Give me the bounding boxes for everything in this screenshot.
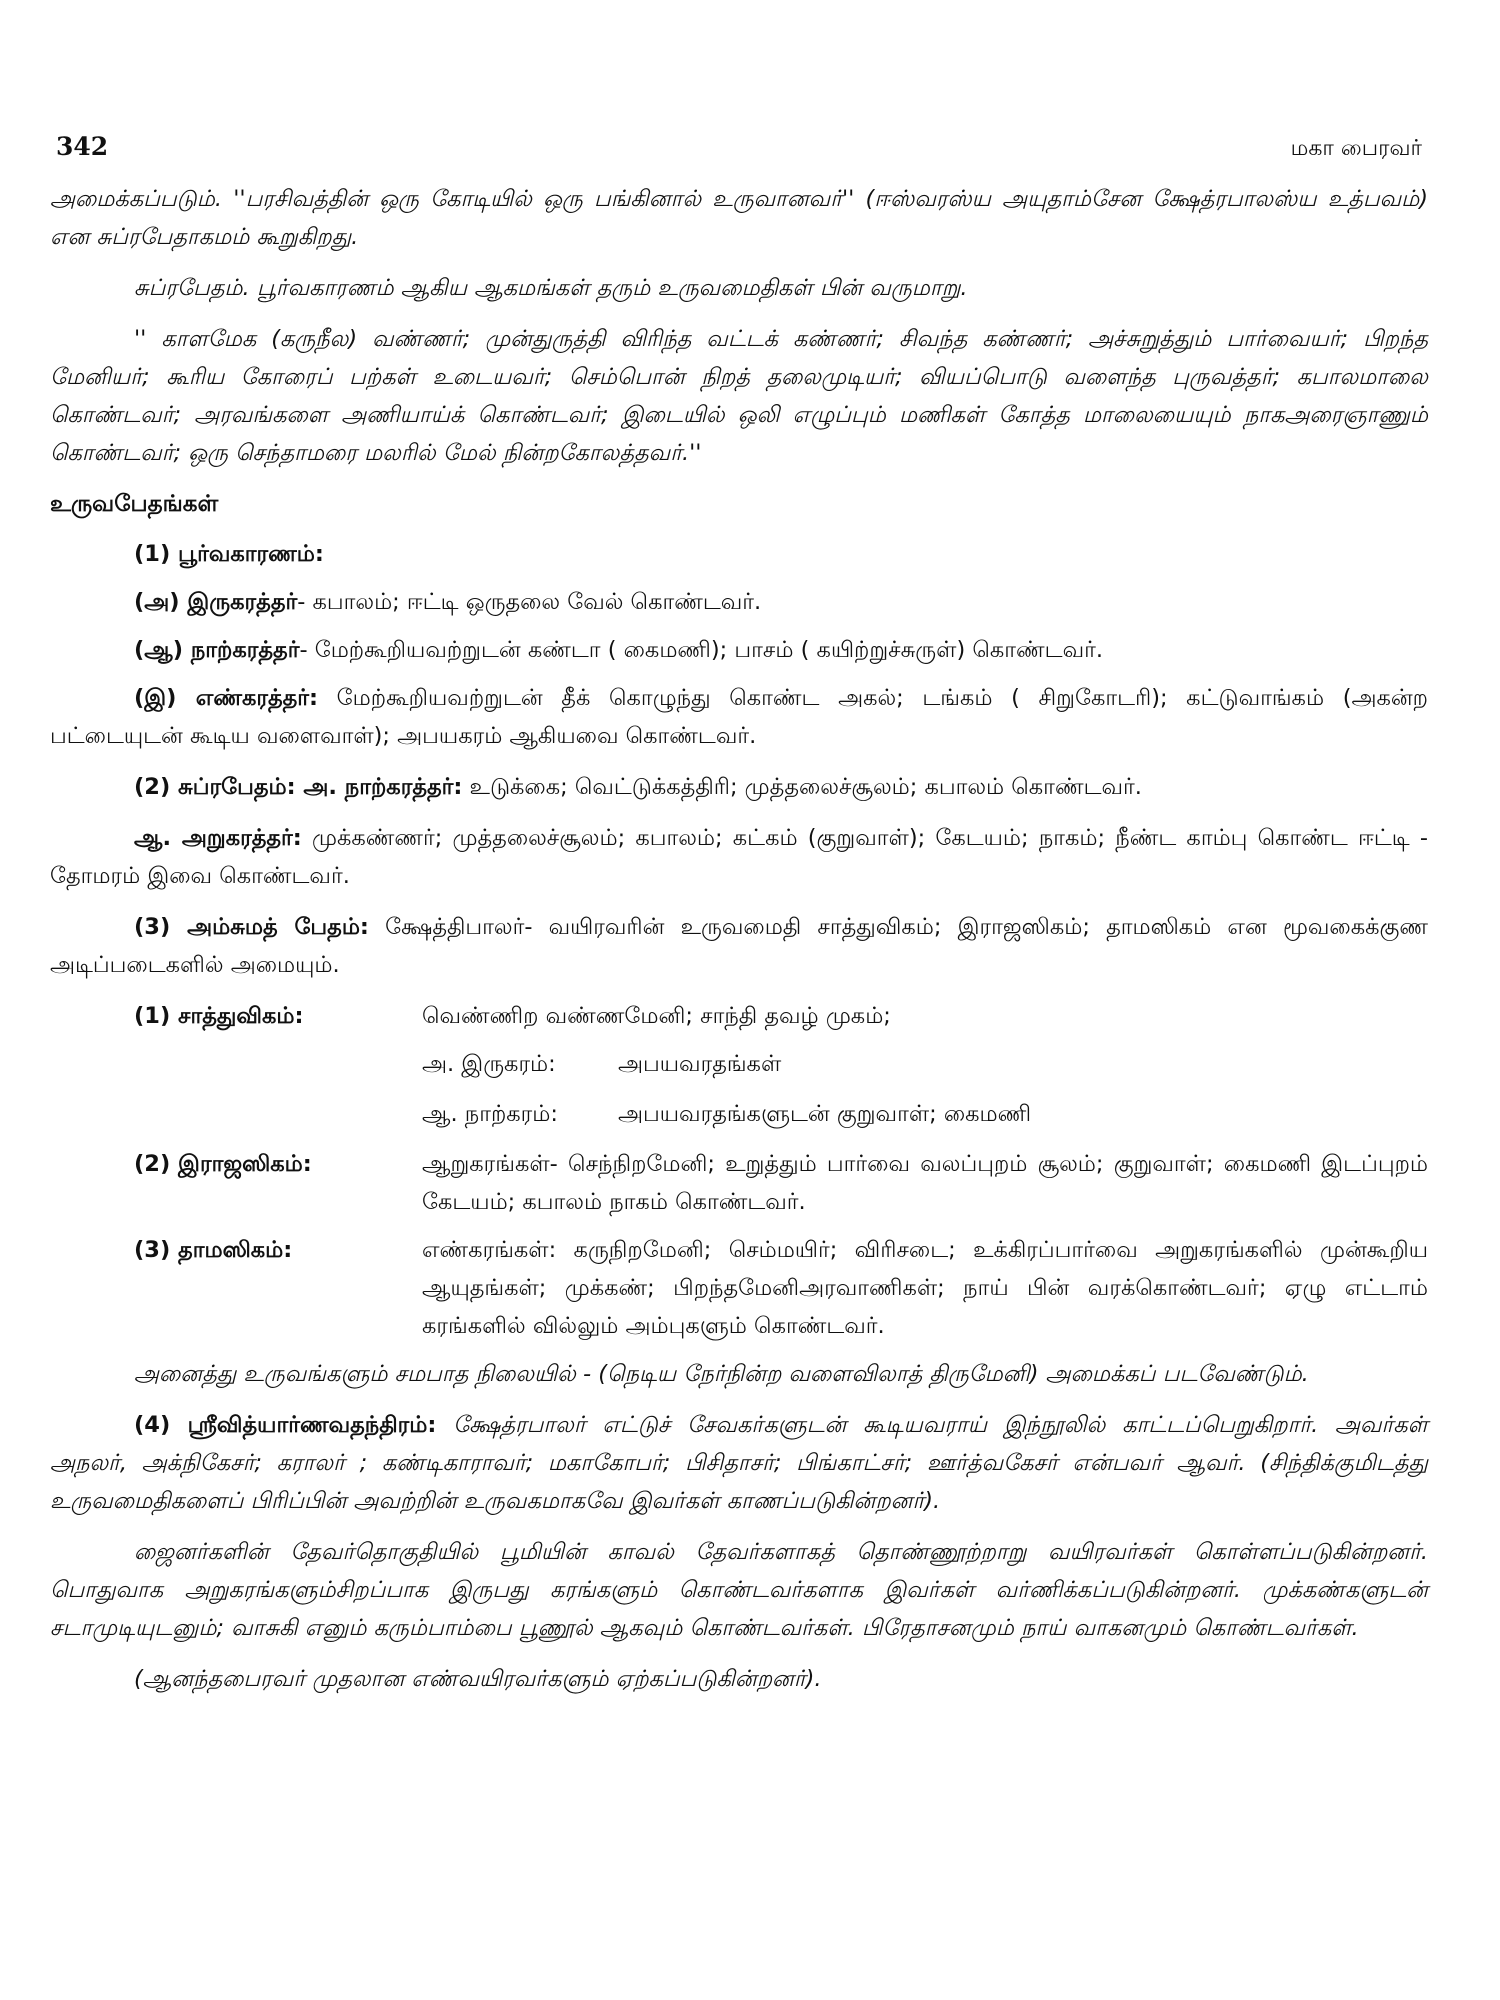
- purvakaranam-a: [50, 583, 1428, 621]
- purvakaranam-i: [50, 679, 1428, 755]
- standing-paragraph: அனைத்து உருவங்களும் சமபாத நிலையில் - (நெடிய நேர்நின்ற வளைவிலாத் திருமேனி) அமைக்கப் படவேண்டும்.: [134, 1361, 1309, 1387]
- page-body: [50, 180, 1428, 1698]
- purvakaranam-label: (1) பூர்வகாரணம்:: [134, 541, 324, 567]
- sattvika-row: [134, 997, 1428, 1035]
- purvakaranam-aa-label: (ஆ) நாற்கரத்தர்: [134, 637, 300, 663]
- rajasika-text: ஆறுகரங்கள்- செந்நிறமேனி; உறுத்தும் பார்வை வலப்புறம் சூலம்; குறுவாள்; கைமணி இடப்புறம் கேடயம்; கபாலம் நாகம் கொண்டவர்.: [422, 1151, 1428, 1215]
- rajasika-label: (2) இராஜஸிகம்:: [134, 1151, 312, 1177]
- suprabhedam-label: (2) சுப்ரபேதம்: அ. நாற்கரத்தர்:: [134, 774, 463, 800]
- suprabhedam-paragraph: [50, 768, 1428, 806]
- book-page: [50, 128, 1428, 1711]
- page-number: 342: [56, 132, 109, 161]
- closing-paragraph: (ஆனந்தபைரவர் முதலான எண்வயிரவர்களும் ஏற்கப்படுகின்றனர்).: [134, 1666, 822, 1692]
- purvakaranam-i-label: (இ) எண்கரத்தர்:: [134, 685, 319, 711]
- sattvika-sub-a: [422, 1045, 1428, 1083]
- paragraph-sources: சுப்ரபேதம். பூர்வகாரணம் ஆகிய ஆகமங்கள் தரும் உருவமைதிகள் பின் வருமாறு.: [134, 275, 968, 301]
- running-head: மகா பைரவர்: [1290, 136, 1422, 161]
- sattvika-text: வெண்ணிற வண்ணமேனி; சாந்தி தவழ் முகம்;: [422, 1003, 891, 1029]
- srividya-text: க்ஷேத்ரபாலர் எட்டுச் சேவகர்களுடன் கூடியவராய் இந்நூலில் காட்டப்பெறுகிறார். அவர்கள் அநலர், அக்நிகேசர்; கராலர் ; கண்டிகாராவர்; மகாகோபர்; பிசிதாசர்; பிங்காட்சர்; ஊர்த்வகேசர் என்பவர் ஆவர். (சிந்திக்குமிடத்து உருவமைதிகளைப் பிரிப்பின் அவற்றின் உருவகமாகவே இவர்கள் காணப்படுகின்றனர்).: [50, 1412, 1428, 1514]
- purvakaranam-i-text: மேற்கூறியவற்றுடன் தீக் கொழுந்து கொண்ட அகல்; டங்கம் ( சிறுகோடரி); கட்டுவாங்கம் (அகன்ற பட்டையுடன் கூடிய வளைவாள்); அபயகரம் ஆகியவை கொண்டவர்.: [50, 685, 1429, 749]
- paragraph-intro: அமைக்கப்படும். ''பரசிவத்தின் ஒரு கோடியில் ஒரு பங்கினால் உருவானவர்'' (ஈஸ்வரஸ்ய அயுதாம்சேன க்ஷேத்ரபாலஸ்ய உத்பவம்) என சுப்ரபேதாகமம் கூறுகிறது.: [50, 186, 1428, 250]
- purvakaranam-aa-text: - மேற்கூறியவற்றுடன் கண்டா ( கைமணி); பாசம் ( கயிற்றுச்சுருள்) கொண்டவர்.: [299, 637, 1104, 663]
- suprabhedam-aa-label: ஆ. அறுகரத்தர்:: [134, 825, 302, 851]
- sub-aa-text: அபயவரதங்களுடன் குறுவாள்; கைமணி: [618, 1101, 1032, 1127]
- rajasika-row: [134, 1145, 1428, 1221]
- tamasika-text: எண்கரங்கள்: கருநிறமேனி; செம்மயிர்; விரிசடை; உக்கிரப்பார்வை அறுகரங்களில் முன்கூறிய ஆயுதங்கள்; முக்கண்; பிறந்தமேனிஅரவாணிகள்; நாய் பின் வரக்கொண்டவர்; ஏழு எட்டாம் கரங்களில் வில்லும் அம்புகளும் கொண்டவர்.: [422, 1237, 1428, 1339]
- sattvika-label: (1) சாத்துவிகம்:: [134, 1003, 304, 1029]
- purvakaranam-title: [50, 535, 1428, 573]
- jaina-paragraph: ஜைனர்களின் தேவர்தொகுதியில் பூமியின் காவல் தேவர்களாகத் தொண்ணூற்றாறு வயிரவர்கள் கொள்ளப்படுகின்றனர். பொதுவாக அறுகரங்களும்சிறப்பாக இருபது கரங்களும் கொண்டவர்களாக இவர்கள் வர்ணிக்கப்படுகின்றனர். முக்கண்களுடன் சடாமுடியுடனும்; வாசுகி எனும் கரும்பாம்பை பூணூல் ஆகவும் கொண்டவர்கள். பிரேதாசனமும் நாய் வாகனமும் கொண்டவர்கள்.: [50, 1539, 1429, 1641]
- srividya-label: (4) ஸ்ரீவித்யார்ணவதந்திரம்:: [134, 1412, 437, 1438]
- page-header: [50, 128, 1428, 168]
- sub-a-text: அபயவரதங்கள்: [618, 1051, 782, 1077]
- suprabhedam-aa-paragraph: [50, 819, 1428, 895]
- purvakaranam-a-text: - கபாலம்; ஈட்டி ஒருதலை வேல் கொண்டவர்.: [297, 589, 762, 615]
- amsumat-label: (3) அம்சுமத் பேதம்:: [134, 914, 369, 940]
- section-heading: உருவபேதங்கள்: [50, 491, 219, 517]
- paragraph-quote: '' காளமேக (கருநீல) வண்ணர்; முன்துருத்தி விரிந்த வட்டக் கண்ணர்; சிவந்த கண்ணர்; அச்சுறுத்தும் பார்வையர்; பிறந்த மேனியர்; கூரிய கோரைப் பற்கள் உடையவர்; செம்பொன் நிறத் தலைமுடியர்; வியப்பொடு வளைந்த புருவத்தர்; கபாலமாலை கொண்டவர்; அரவங்களை அணியாய்க் கொண்டவர்; இடையில் ஒலி எழுப்பும் மணிகள் கோத்த மாலையையும் நாகஅரைஞாணும் கொண்டவர்; ஒரு செந்தாமரை மலரில் மேல் நின்றகோலத்தவர்.'': [50, 326, 1428, 466]
- amsumat-text: க்ஷேத்திபாலர்- வயிரவரின் உருவமைதி சாத்துவிகம்; இராஜஸிகம்; தாமஸிகம் என மூவகைக்குண அடிப்படைகளில் அமையும்.: [50, 914, 1428, 978]
- suprabhedam-aa-text: முக்கண்ணர்; முத்தலைச்சூலம்; கபாலம்; கட்கம் (குறுவாள்); கேடயம்; நாகம்; நீண்ட காம்பு கொண்ட ஈட்டி - தோமரம் இவை கொண்டவர்.: [50, 825, 1428, 889]
- tamasika-label: (3) தாமஸிகம்:: [134, 1237, 293, 1263]
- amsumat-paragraph: [50, 908, 1428, 984]
- purvakaranam-a-label: (அ) இருகரத்தர்: [134, 589, 298, 615]
- srividya-paragraph: [50, 1406, 1428, 1520]
- sub-a-label: அ. இருகரம்:: [422, 1051, 556, 1077]
- sub-aa-label: ஆ. நாற்கரம்:: [422, 1101, 558, 1127]
- sattvika-sub-aa: [422, 1095, 1428, 1133]
- suprabhedam-text: உடுக்கை; வெட்டுக்கத்திரி; முத்தலைச்சூலம்; கபாலம் கொண்டவர்.: [462, 774, 1142, 800]
- tamasika-row: [134, 1231, 1428, 1345]
- purvakaranam-aa: [50, 631, 1428, 669]
